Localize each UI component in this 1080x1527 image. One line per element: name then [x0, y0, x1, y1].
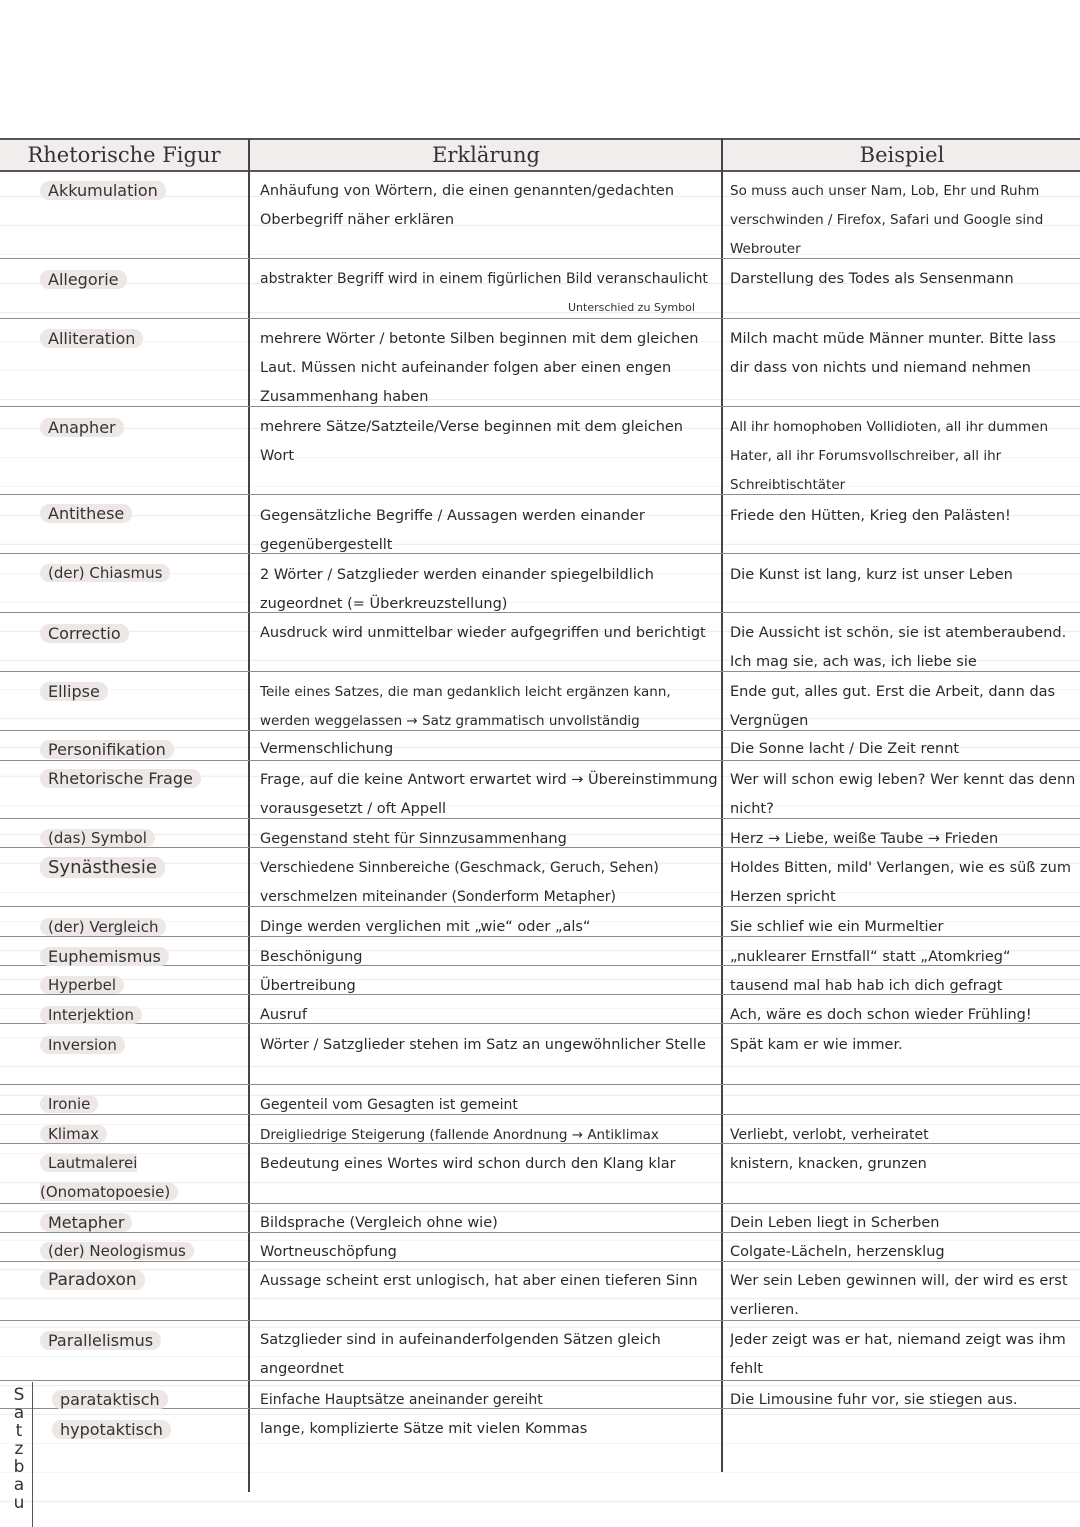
example-anapher: All ihr homophoben Vollidioten, all ihr dummen Hater, all ihr Forumsvollschreiber, all ihr Schreibtischtäter — [730, 419, 1049, 493]
example-neologismus: Colgate-Lächeln, herzensklug — [730, 1244, 945, 1260]
explanation-symbol: Gegenstand steht für Sinnzusammenhang — [260, 831, 567, 847]
example-hyperbel: tausend mal hab hab ich dich gefragt — [730, 978, 1003, 994]
example-synaesthesie: Holdes Bitten, mild' Verlangen, wie es süß zum Herzen spricht — [730, 860, 1071, 905]
explanation-neologismus: Wortneuschöpfung — [260, 1244, 397, 1260]
example-klimax: Verliebt, verlobt, verheiratet — [730, 1127, 929, 1143]
allegorie-note: Unterschied zu Symbol — [568, 301, 695, 314]
term-inversion: Inversion — [40, 1031, 125, 1060]
explanation-euphemismus: Beschönigung — [260, 949, 363, 965]
explanation-correctio: Ausdruck wird unmittelbar wieder aufgegriffen und berichtigt — [260, 625, 706, 641]
row-separator — [0, 1084, 1080, 1085]
example-euphemismus: „nuklearer Ernstfall“ statt „Atomkrieg“ — [730, 949, 1011, 965]
explanation-klimax: Dreigliedrige Steigerung (fallende Anordnung → Antiklimax — [260, 1127, 659, 1143]
explanation-synaesthesie: Verschiedene Sinnbereiche (Geschmack, Geruch, Sehen) verschmelzen miteinander (Sonderform Metapher) — [260, 860, 659, 905]
explanation-ironie: Gegenteil vom Gesagten ist gemeint — [260, 1097, 518, 1113]
term-symbol: (das) Symbol — [40, 824, 155, 853]
column-divider-1 — [248, 138, 250, 1492]
term-metapher: Metapher — [40, 1208, 132, 1237]
explanation-personifikation: Vermenschlichung — [260, 741, 394, 757]
example-paradoxon: Wer sein Leben gewinnen will, der wird es erst verlieren. — [730, 1273, 1068, 1318]
header-explanation: Erklärung — [432, 143, 540, 167]
example-ellipse: Ende gut, alles gut. Erst die Arbeit, dann das Vergnügen — [730, 684, 1056, 729]
explanation-ellipse: Teile eines Satzes, die man gedanklich leicht ergänzen kann, werden weggelassen → Satz grammatisch unvollständig — [260, 684, 671, 729]
term-antithese: Antithese — [40, 499, 132, 528]
example-rhetorische-frage: Wer will schon ewig leben? Wer kennt das denn nicht? — [730, 772, 1076, 817]
explanation-inversion: Wörter / Satzglieder stehen im Satz an ungewöhnlicher Stelle — [260, 1037, 706, 1053]
term-alliteration: Alliteration — [40, 324, 143, 353]
example-lautmalerei: knistern, knacken, grunzen — [730, 1156, 927, 1172]
term-hyperbel: Hyperbel — [40, 971, 124, 1000]
explanation-metapher: Bildsprache (Vergleich ohne wie) — [260, 1215, 498, 1231]
term-lautmalerei: Lautmalerei (Onomatopoesie) — [40, 1149, 240, 1207]
example-parataktisch: Die Limousine fuhr vor, sie stiegen aus. — [730, 1392, 1018, 1408]
column-divider-2 — [721, 138, 723, 1472]
explanation-hypotaktisch: lange, komplizierte Sätze mit vielen Kommas — [260, 1421, 588, 1437]
explanation-antithese: Gegensätzliche Begriffe / Aussagen werden einander gegenübergestellt — [260, 508, 645, 553]
example-alliteration: Milch macht müde Männer munter. Bitte lass dir dass von nichts und niemand nehmen — [730, 331, 1056, 376]
term-klimax: Klimax — [40, 1120, 107, 1149]
term-correctio: Correctio — [40, 619, 129, 648]
example-correctio: Die Aussicht ist schön, sie ist atemberaubend. Ich mag sie, ach was, ich liebe sie — [730, 625, 1067, 670]
term-euphemismus: Euphemismus — [40, 942, 169, 971]
explanation-chiasmus: 2 Wörter / Satzglieder werden einander spiegelbildlich zugeordnet (= Überkreuzstellung) — [260, 567, 654, 612]
term-allegorie: Allegorie — [40, 265, 127, 294]
term-chiasmus: (der) Chiasmus — [40, 559, 170, 588]
term-synaesthesie: Synästhesie — [40, 853, 165, 882]
example-metapher: Dein Leben liegt in Scherben — [730, 1215, 940, 1231]
explanation-lautmalerei: Bedeutung eines Wortes wird schon durch den Klang klar — [260, 1156, 676, 1172]
example-parallelismus: Jeder zeigt was er hat, niemand zeigt was ihm fehlt — [730, 1332, 1066, 1377]
explanation-vergleich: Dinge werden verglichen mit „wie“ oder „als“ — [260, 919, 591, 935]
explanation-anapher: mehrere Sätze/Satzteile/Verse beginnen mit dem gleichen Wort — [260, 419, 683, 464]
term-akkumulation: Akkumulation — [40, 176, 166, 205]
example-interjektion: Ach, wäre es doch schon wieder Frühling! — [730, 1007, 1032, 1023]
term-anapher: Anapher — [40, 413, 124, 442]
explanation-interjektion: Ausruf — [260, 1007, 307, 1023]
row-separator — [0, 318, 1080, 319]
example-allegorie: Darstellung des Todes als Sensenmann — [730, 271, 1014, 287]
term-parallelismus: Parallelismus — [40, 1326, 161, 1355]
term-personifikation: Personifikation — [40, 735, 174, 764]
term-interjektion: Interjektion — [40, 1001, 142, 1030]
header-example: Beispiel — [859, 143, 945, 167]
explanation-parallelismus: Satzglieder sind in aufeinanderfolgenden Sätzen gleich angeordnet — [260, 1332, 661, 1377]
explanation-allegorie: abstrakter Begriff wird in einem figürlichen Bild veranschaulicht — [260, 271, 708, 287]
example-akkumulation: So muss auch unser Nam, Lob, Ehr und Ruhm verschwinden / Firefox, Safari und Google sind Webrouter — [730, 183, 1044, 257]
table-header — [0, 138, 1080, 172]
example-symbol: Herz → Liebe, weiße Taube → Frieden — [730, 831, 999, 847]
example-personifikation: Die Sonne lacht / Die Zeit rennt — [730, 741, 960, 757]
example-antithese: Friede den Hütten, Krieg den Palästen! — [730, 508, 1011, 524]
explanation-parataktisch: Einfache Hauptsätze aneinander gereiht — [260, 1392, 543, 1408]
explanation-akkumulation: Anhäufung von Wörtern, die einen genannten/gedachten Oberbegriff näher erklären — [260, 183, 675, 228]
term-paradoxon: Paradoxon — [40, 1266, 145, 1295]
example-inversion: Spät kam er wie immer. — [730, 1037, 903, 1053]
explanation-rhetorische-frage: Frage, auf die keine Antwort erwartet wird → Übereinstimmung vorausgesetzt / oft Appell — [260, 772, 718, 817]
explanation-paradoxon: Aussage scheint erst unlogisch, hat aber einen tieferen Sinn — [260, 1273, 698, 1289]
example-chiasmus: Die Kunst ist lang, kurz ist unser Leben — [730, 567, 1013, 583]
term-parataktisch: parataktisch — [52, 1385, 168, 1414]
satzbau-label: S a t z b a u — [13, 1385, 25, 1513]
term-vergleich: (der) Vergleich — [40, 913, 166, 942]
term-ellipse: Ellipse — [40, 677, 108, 706]
term-hypotaktisch: hypotaktisch — [52, 1415, 171, 1444]
blank-page-margin — [0, 0, 1080, 110]
satzbau-bracket — [32, 1382, 33, 1527]
explanation-alliteration: mehrere Wörter / betonte Silben beginnen mit dem gleichen Laut. Müssen nicht aufeinander folgen aber einen engen Zusammenhang haben — [260, 331, 699, 405]
term-rhetorische-frage: Rhetorische Frage — [40, 764, 201, 793]
explanation-hyperbel: Übertreibung — [260, 978, 356, 994]
term-neologismus: (der) Neologismus — [40, 1237, 194, 1266]
header-figure: Rhetorische Figur — [27, 143, 221, 167]
example-vergleich: Sie schlief wie ein Murmeltier — [730, 919, 944, 935]
term-ironie: Ironie — [40, 1090, 98, 1119]
